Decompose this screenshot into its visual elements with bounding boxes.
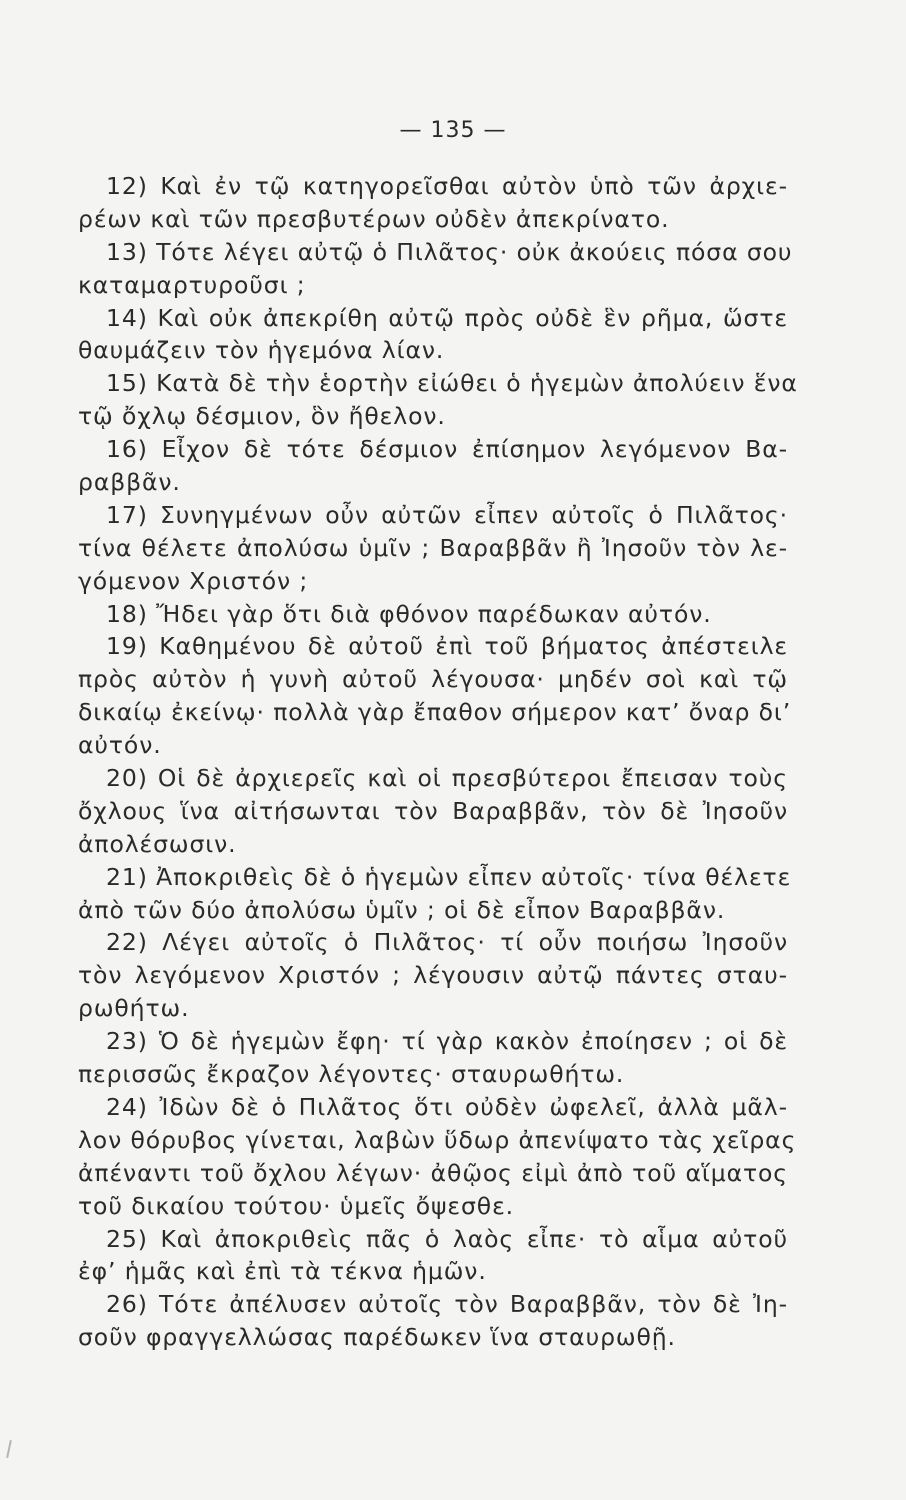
stray-ink-mark	[6, 1440, 12, 1458]
text-line: σοῦν φραγγελλώσας παρέδωκεν ἵνα σταυρωθῇ.	[78, 1323, 676, 1352]
text-line: τῷ ὄχλῳ δέσμιον, ὃν ἤθελον.	[78, 402, 446, 431]
text-line: δικαίῳ ἐκείνῳ· πολλὰ γὰρ ἔπαθον σήμερον κατ’ ὄναρ δι’	[78, 698, 792, 727]
text-line: 15) Κατὰ δὲ τὴν ἑορτὴν εἰώθει ὁ ἡγεμὼν ἀπολύειν ἕνα	[106, 369, 798, 398]
text-line: 22) Λέγει αὐτοῖς ὁ Πιλᾶτος· τί οὖν ποιήσω Ἰησοῦν	[106, 928, 788, 957]
text-line: τοῦ δικαίου τούτου· ὑμεῖς ὄψεσθε.	[78, 1191, 515, 1220]
text-line: τὸν λεγόμενον Χριστόν ; λέγουσιν αὐτῷ πάντες σταυ-	[78, 961, 788, 990]
text-line: 25) Καὶ ἀποκριθεὶς πᾶς ὁ λαὸς εἶπε· τὸ αἷμα αὐτοῦ	[106, 1224, 788, 1253]
text-line: ρέων καὶ τῶν πρεσβυτέρων οὐδὲν ἀπεκρίνατο.	[78, 204, 670, 233]
text-line: ρωθήτω.	[78, 994, 190, 1023]
text-line: 19) Καθημένου δὲ αὐτοῦ ἐπὶ τοῦ βήματος ἀπέστειλε	[106, 632, 788, 661]
text-line: 12) Καὶ ἐν τῷ κατηγορεῖσθαι αὐτὸν ὑπὸ τῶν ἀρχιε-	[106, 172, 788, 200]
text-line: 13) Τότε λέγει αὐτῷ ὁ Πιλᾶτος· οὐκ ἀκούεις πόσα σου	[106, 237, 793, 266]
text-line: αὐτόν.	[78, 731, 162, 760]
text-line: ἀπέναντι τοῦ ὄχλου λέγων· ἀθῷος εἰμὶ ἀπὸ τοῦ αἵματος	[78, 1158, 788, 1187]
text-line: 16) Εἶχον δὲ τότε δέσμιον ἐπίσημον λεγόμενον Βα-	[106, 435, 788, 464]
text-line: λον θόρυβος γίνεται, λαβὼν ὕδωρ ἀπενίψατο τὰς χεῖρας	[78, 1125, 797, 1154]
text-line: γόμενον Χριστόν ;	[78, 566, 309, 595]
text-line: 24) Ἰδὼν δὲ ὁ Πιλᾶτος ὅτι οὐδὲν ὠφελεῖ, ἀλλὰ μᾶλ-	[106, 1092, 788, 1121]
text-line: περισσῶς ἔκραζον λέγοντες· σταυρωθήτω.	[78, 1060, 625, 1089]
text-line: ἀπὸ τῶν δύο ἀπολύσω ὑμῖν ; οἱ δὲ εἶπον Βαραββᾶν.	[78, 895, 726, 924]
body-text	[78, 170, 798, 1354]
text-line: 23) Ὁ δὲ ἡγεμὼν ἔφη· τί γὰρ κακὸν ἐποίησεν ; οἱ δὲ	[106, 1027, 788, 1056]
text-line: 18) Ἤδει γὰρ ὅτι διὰ φθόνον παρέδωκαν αὐτόν.	[106, 599, 712, 628]
text-line: τίνα θέλετε ἀπολύσω ὑμῖν ; Βαραββᾶν ἢ Ἰησοῦν τὸν λε-	[78, 533, 788, 562]
page-number: — 135 —	[399, 118, 507, 143]
text-line: 21) Ἀποκριθεὶς δὲ ὁ ἡγεμὼν εἶπεν αὐτοῖς· τίνα θέλετε	[106, 862, 792, 891]
text-line: ἀπολέσωσιν.	[78, 829, 237, 858]
text-line: 14) Καὶ οὐκ ἀπεκρίθη αὐτῷ πρὸς οὐδὲ ἓν ρῆμα, ὥστε	[106, 303, 788, 332]
text-line: θαυμάζειν τὸν ἡγεμόνα λίαν.	[78, 336, 445, 365]
text-line: ραββᾶν.	[78, 468, 181, 497]
text-line: πρὸς αὐτὸν ἡ γυνὴ αὐτοῦ λέγουσα· μηδέν σοὶ καὶ τῷ	[78, 665, 788, 694]
text-line: 20) Οἱ δὲ ἀρχιερεῖς καὶ οἱ πρεσβύτεροι ἔπεισαν τοὺς	[106, 764, 788, 793]
text-line: 17) Συνηγμένων οὖν αὐτῶν εἶπεν αὐτοῖς ὁ Πιλᾶτος·	[106, 500, 788, 529]
text-line: ὄχλους ἵνα αἰτήσωνται τὸν Βαραββᾶν, τὸν δὲ Ἰησοῦν	[78, 796, 788, 825]
text-line: ἐφ’ ἡμᾶς καὶ ἐπὶ τὰ τέκνα ἡμῶν.	[78, 1257, 487, 1286]
text-line: 26) Τότε ἀπέλυσεν αὐτοῖς τὸν Βαραββᾶν, τὸν δὲ Ἰη-	[106, 1290, 788, 1319]
text-line: καταμαρτυροῦσι ;	[78, 270, 306, 299]
